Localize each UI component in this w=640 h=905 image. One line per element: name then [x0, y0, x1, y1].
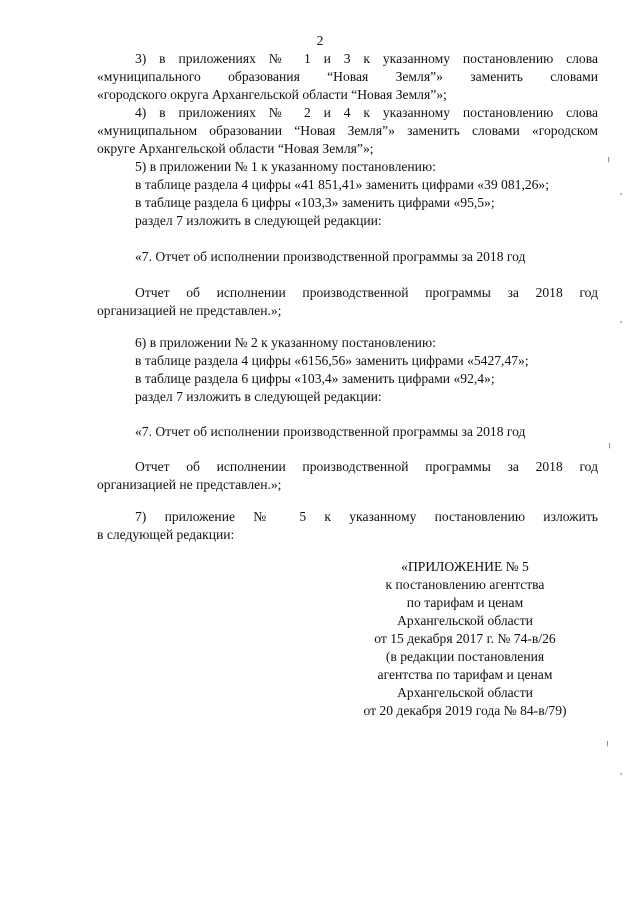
- scan-artifact-mark: ╷: [606, 152, 612, 162]
- appendix-line: агентства по тарифам и ценам: [377, 667, 553, 682]
- appendix-header: [320, 558, 610, 720]
- text-line: в таблице раздела 6 цифры «103,3» заменить цифрами «95,5»;: [135, 195, 495, 210]
- text-line: «муниципального образования “Новая Земля”» заменить словами: [97, 69, 598, 84]
- text-line: «муниципальном образовании “Новая Земля”» заменить словами «городском: [97, 123, 598, 138]
- text-line: Отчет об исполнении производственной программы за 2018 год: [135, 459, 598, 474]
- appendix-line: к постановлению агентства: [385, 577, 545, 592]
- text-line: в таблице раздела 6 цифры «103,4» заменить цифрами «92,4»;: [135, 371, 495, 386]
- text-line: «7. Отчет об исполнении производственной программы за 2018 год: [135, 249, 526, 264]
- text-line: «7. Отчет об исполнении производственной программы за 2018 год: [135, 424, 526, 439]
- text-line: 6) в приложении № 2 к указанному постановлению:: [135, 335, 436, 350]
- appendix-line: (в редакции постановления: [385, 649, 545, 664]
- text-line: раздел 7 изложить в следующей редакции:: [135, 213, 382, 228]
- text-line: в следующей редакции:: [97, 527, 235, 542]
- text-line: в таблице раздела 4 цифры «41 851,41» заменить цифрами «39 081,26»;: [135, 177, 550, 192]
- text-line: Отчет об исполнении производственной программы за 2018 год: [135, 285, 598, 300]
- text-line: раздел 7 изложить в следующей редакции:: [135, 389, 382, 404]
- appendix-line: по тарифам и ценам: [406, 595, 524, 610]
- scan-artifact-mark: ,: [620, 766, 623, 776]
- appendix-line: Архангельской области: [397, 613, 533, 628]
- scan-artifact-mark: ,: [620, 186, 623, 196]
- text-line: 7) приложение № 5 к указанному постановлению изложить: [135, 509, 598, 524]
- text-line: организацией не представлен.»;: [97, 303, 282, 318]
- page-number: 2: [316, 33, 324, 48]
- text-line: 4) в приложениях № 2 и 4 к указанному постановлению слова: [135, 105, 598, 120]
- scan-artifact-mark: ╷: [605, 736, 611, 746]
- text-line: организацией не представлен.»;: [97, 477, 282, 492]
- text-line: «городского округа Архангельской области “Новая Земля”»;: [97, 87, 447, 102]
- appendix-line: от 15 декабря 2017 г. № 74-в/26: [374, 631, 556, 646]
- text-line: 5) в приложении № 1 к указанному постановлению:: [135, 159, 436, 174]
- appendix-line: «ПРИЛОЖЕНИЕ № 5: [401, 559, 529, 574]
- scan-artifact-mark: ╷: [607, 438, 613, 448]
- scan-artifact-mark: ,: [620, 314, 623, 324]
- text-line: округе Архангельской области “Новая Земля”»;: [97, 141, 374, 156]
- appendix-line: от 20 декабря 2019 года № 84-в/79): [363, 703, 567, 718]
- text-line: 3) в приложениях № 1 и 3 к указанному постановлению слова: [135, 51, 598, 66]
- appendix-line: Архангельской области: [397, 685, 533, 700]
- text-line: в таблице раздела 4 цифры «6156,56» заменить цифрами «5427,47»;: [135, 353, 529, 368]
